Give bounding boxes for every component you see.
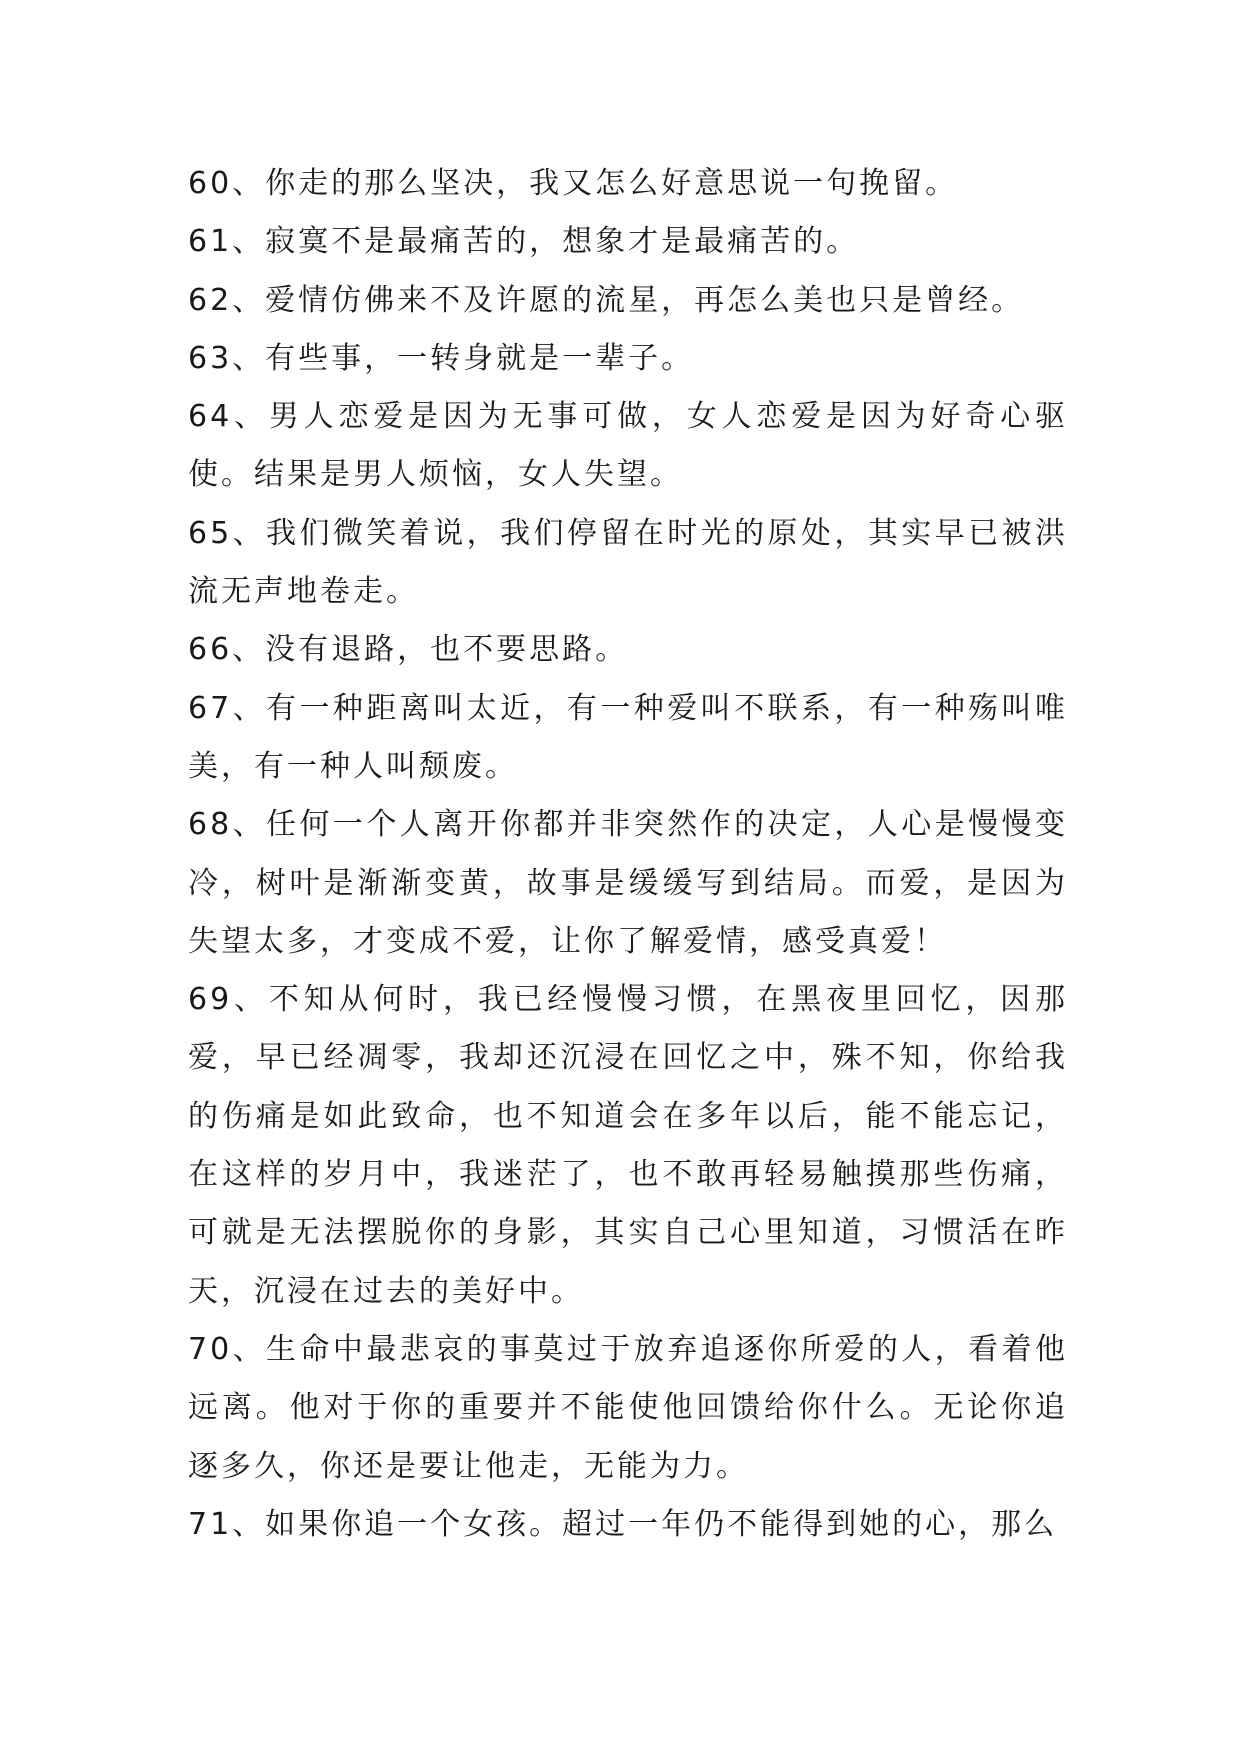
- paragraph-60: 60、你走的那么坚决，我又怎么好意思说一句挽留。: [188, 166, 959, 201]
- paragraph-61: 61、寂寞不是最痛苦的，想象才是最痛苦的。: [188, 224, 860, 260]
- paragraph-71: 71、如果你追一个女孩。超过一年仍不能得到她的心，那么: [188, 1506, 1058, 1542]
- paragraph-63: 63、有些事，一转身就是一辈子。: [188, 340, 695, 376]
- paragraph-66: 66、没有退路，也不要思路。: [188, 632, 629, 668]
- paragraph-65: 65、我们微笑着说，我们停留在时光的原处，其实早已被洪流无声地卷走。: [188, 515, 1068, 610]
- paragraph-68: 68、任何一个人离开你都并非突然作的决定，人心是慢慢变冷，树叶是渐渐变黄，故事是缓缓写到结局。而爱，是因为失望太多，才变成不爱，让你了解爱情，感受真爱！: [188, 807, 1068, 959]
- paragraph-67: 67、有一种距离叫太近，有一种爱叫不联系，有一种殇叫唯美，有一种人叫颓废。: [188, 690, 1068, 784]
- paragraph-64: 64、男人恋爱是因为无事可做，女人恋爱是因为好奇心驱使。结果是男人烦恼，女人失望。: [188, 399, 1068, 493]
- paragraph-70: 70、生命中最悲哀的事莫过于放弃追逐你所爱的人，看着他远离。他对于你的重要并不能使他回馈给你什么。无论你追逐多久，你还是要让他走，无能为力。: [188, 1331, 1068, 1484]
- document-body: [188, 155, 1068, 1554]
- paragraph-69: 69、不知从何时，我已经慢慢习惯，在黑夜里回忆，因那爱，早已经凋零，我却还沉浸在回忆之中，殊不知，你给我的伤痛是如此致命，也不知道会在多年以后，能不能忘记，在这样的岁月中，我迷茫了，也不敢再轻易触摸那些伤痛，可就是无法摆脱你的身影，其实自己心里知道，习惯活在昨天，沉浸在过去的美好中。: [188, 982, 1068, 1309]
- paragraph-62: 62、爱情仿佛来不及许愿的流星，再怎么美也只是曾经。: [188, 282, 1025, 318]
